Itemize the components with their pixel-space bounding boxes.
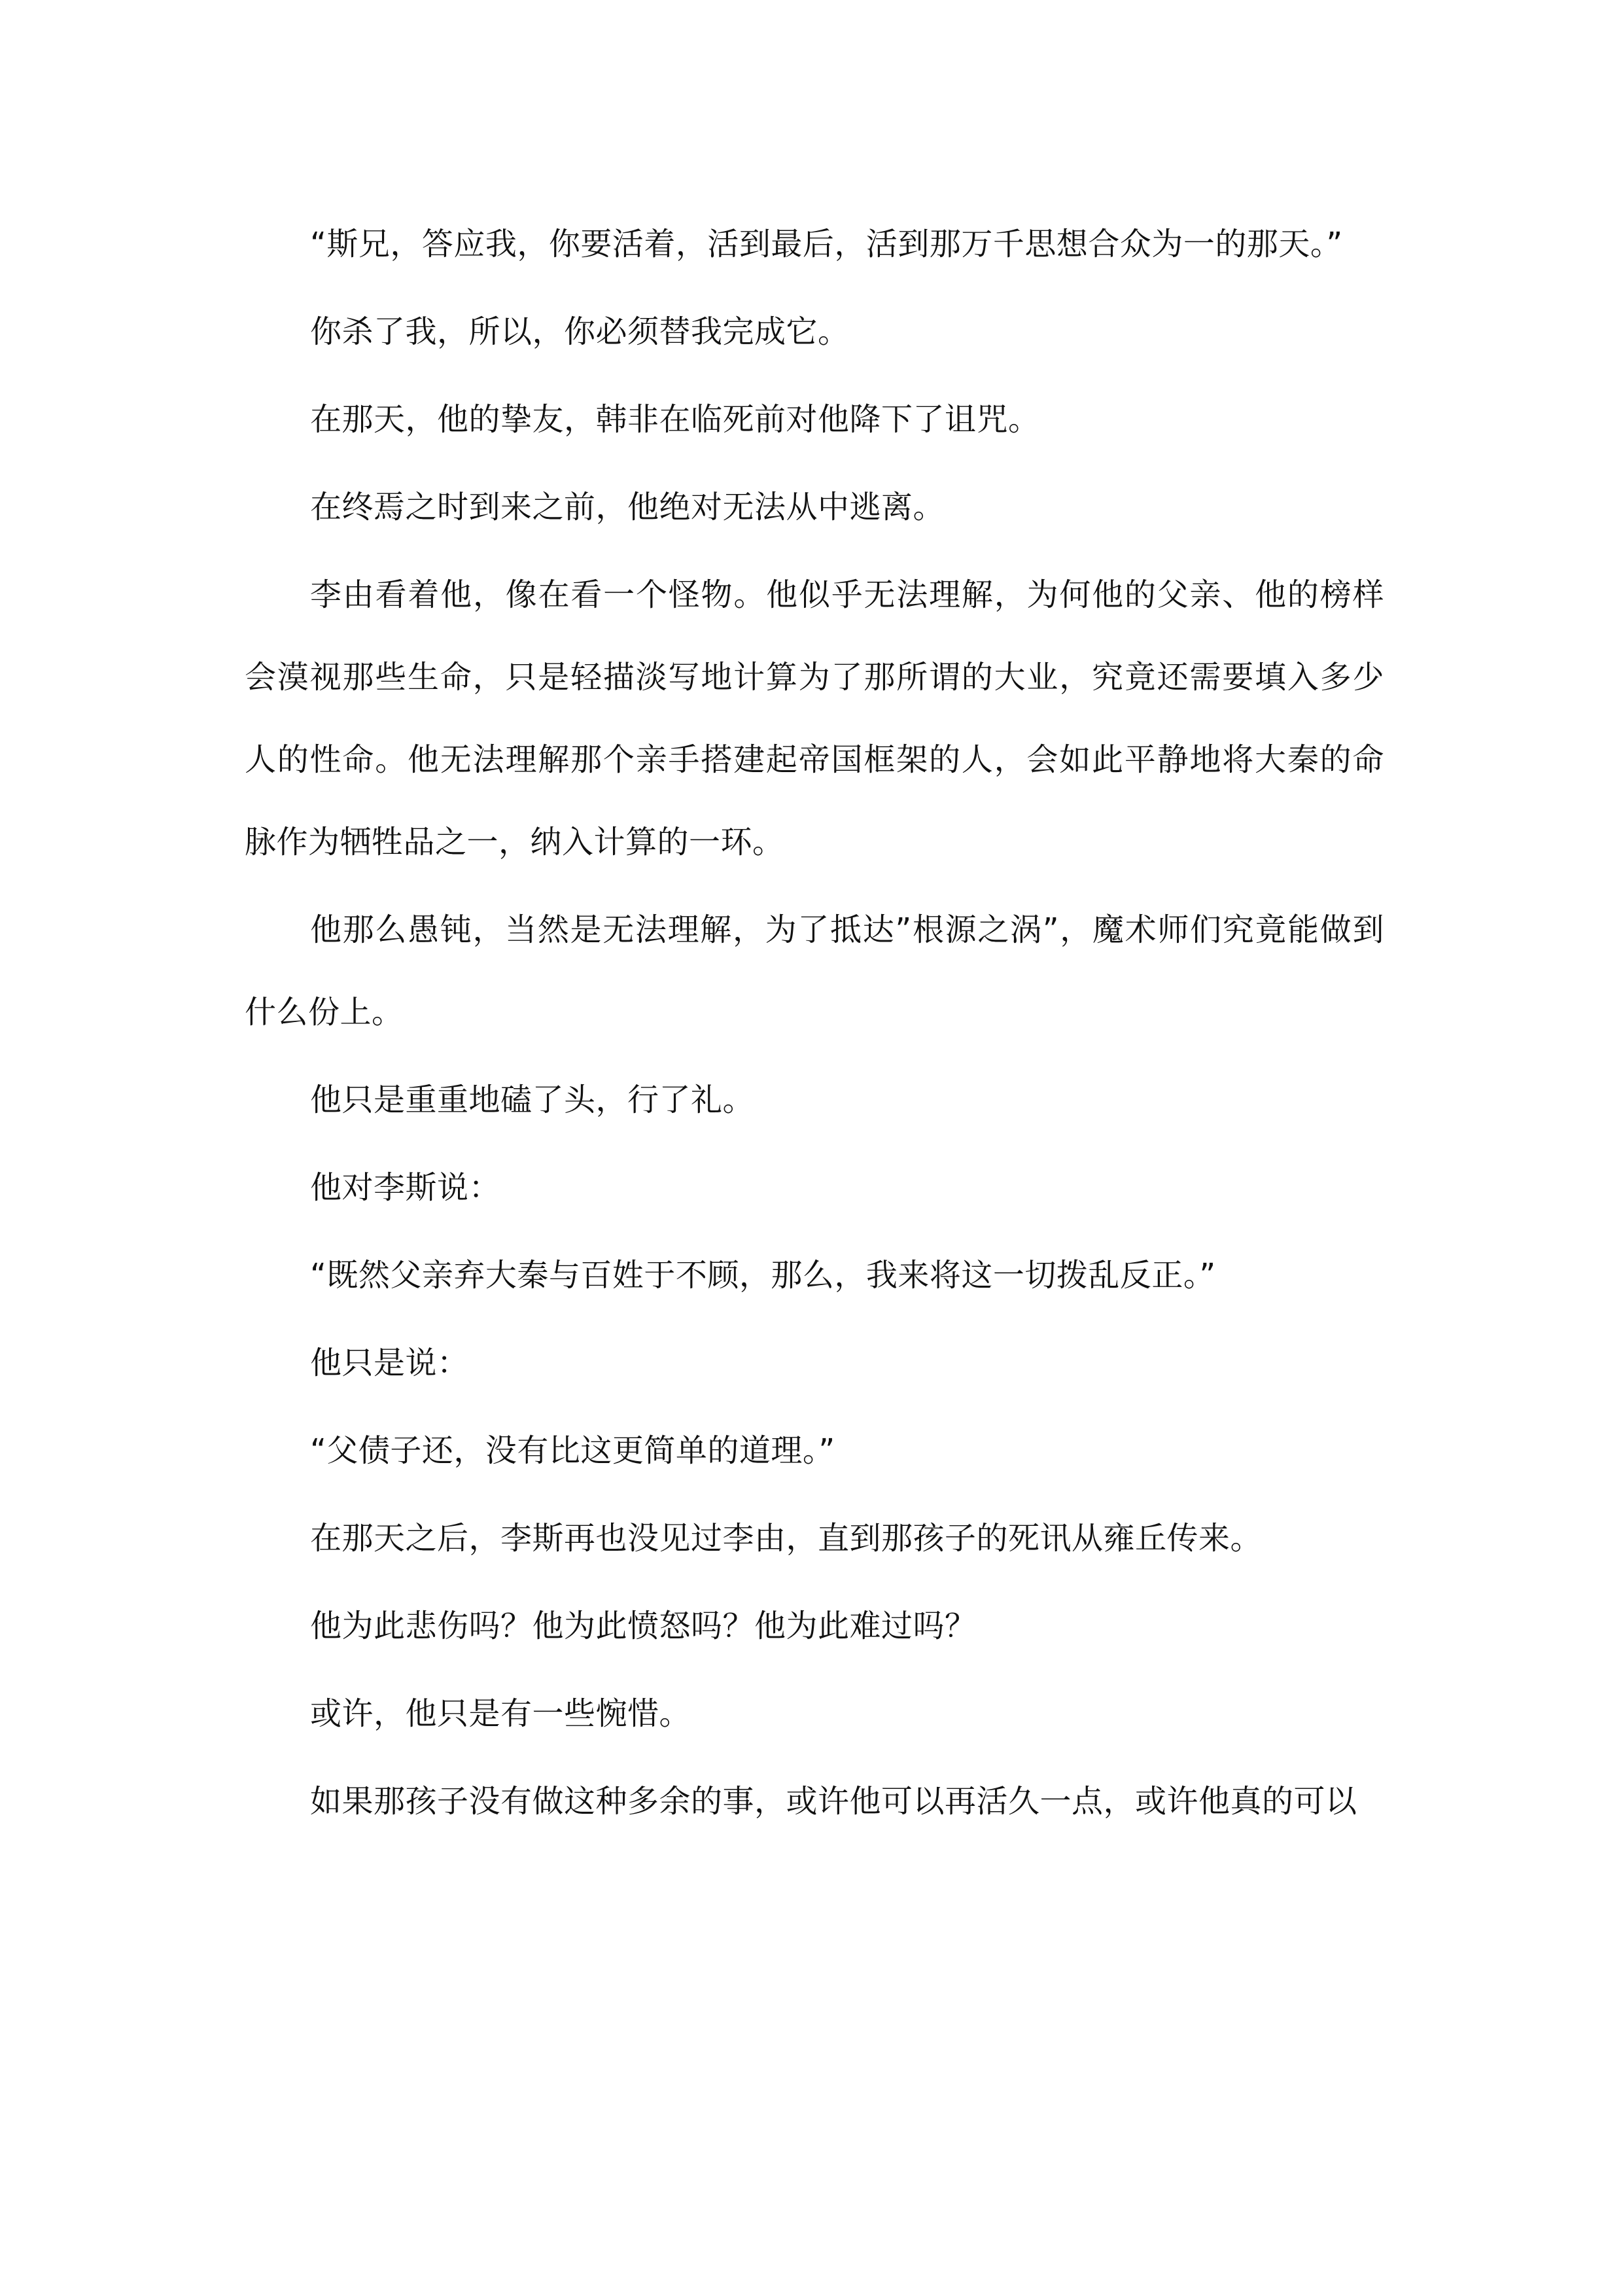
paragraph: “父债子还，没有比这更简单的道理。” <box>310 1432 835 1469</box>
paragraph: 在那天之后，李斯再也没见过李由，直到那孩子的死讯从雍丘传来。 <box>310 1520 1263 1557</box>
paragraph: 或许，他只是有一些惋惜。 <box>310 1695 691 1732</box>
paragraph: 你杀了我，所以，你必须替我完成它。 <box>310 313 850 350</box>
paragraph: 李由看着他，像在看一个怪物。他似乎无法理解，为何他的父亲、他的榜样会漠视那些生命，只是轻描淡写地计算为了那所谓的大业，究竟还需要填入多少人的性命。他无法理解那个亲手搭建起帝国框架的人，会如此平静地将大秦的命脉作为牺牲品之一，纳入计算的一环。 <box>245 576 1384 860</box>
paragraph: “斯兄，答应我，你要活着，活到最后，活到那万千思想合众为一的那天。” <box>310 226 1343 262</box>
paragraph: 他对李斯说： <box>310 1169 501 1206</box>
paragraph: 他为此悲伤吗？他为此愤怒吗？他为此难过吗？ <box>310 1608 977 1644</box>
paragraph: 在那天，他的挚友，韩非在临死前对他降下了诅咒。 <box>310 401 1040 438</box>
paragraph: 他只是重重地磕了头，行了礼。 <box>310 1082 755 1118</box>
paragraph: 如果那孩子没有做这种多余的事，或许他可以再活久一点，或许他真的可以 <box>310 1783 1357 1820</box>
paragraph: 在终焉之时到来之前，他绝对无法从中逃离。 <box>310 489 945 525</box>
paragraph: 他那么愚钝，当然是无法理解，为了抵达”根源之涡”，魔术师们究竟能做到什么份上。 <box>245 911 1384 1031</box>
paragraph: 他只是说： <box>310 1345 469 1381</box>
body-text <box>245 203 1384 1848</box>
paragraph: “既然父亲弃大秦与百姓于不顾，那么，我来将这一切拨乱反正。” <box>310 1257 1216 1294</box>
